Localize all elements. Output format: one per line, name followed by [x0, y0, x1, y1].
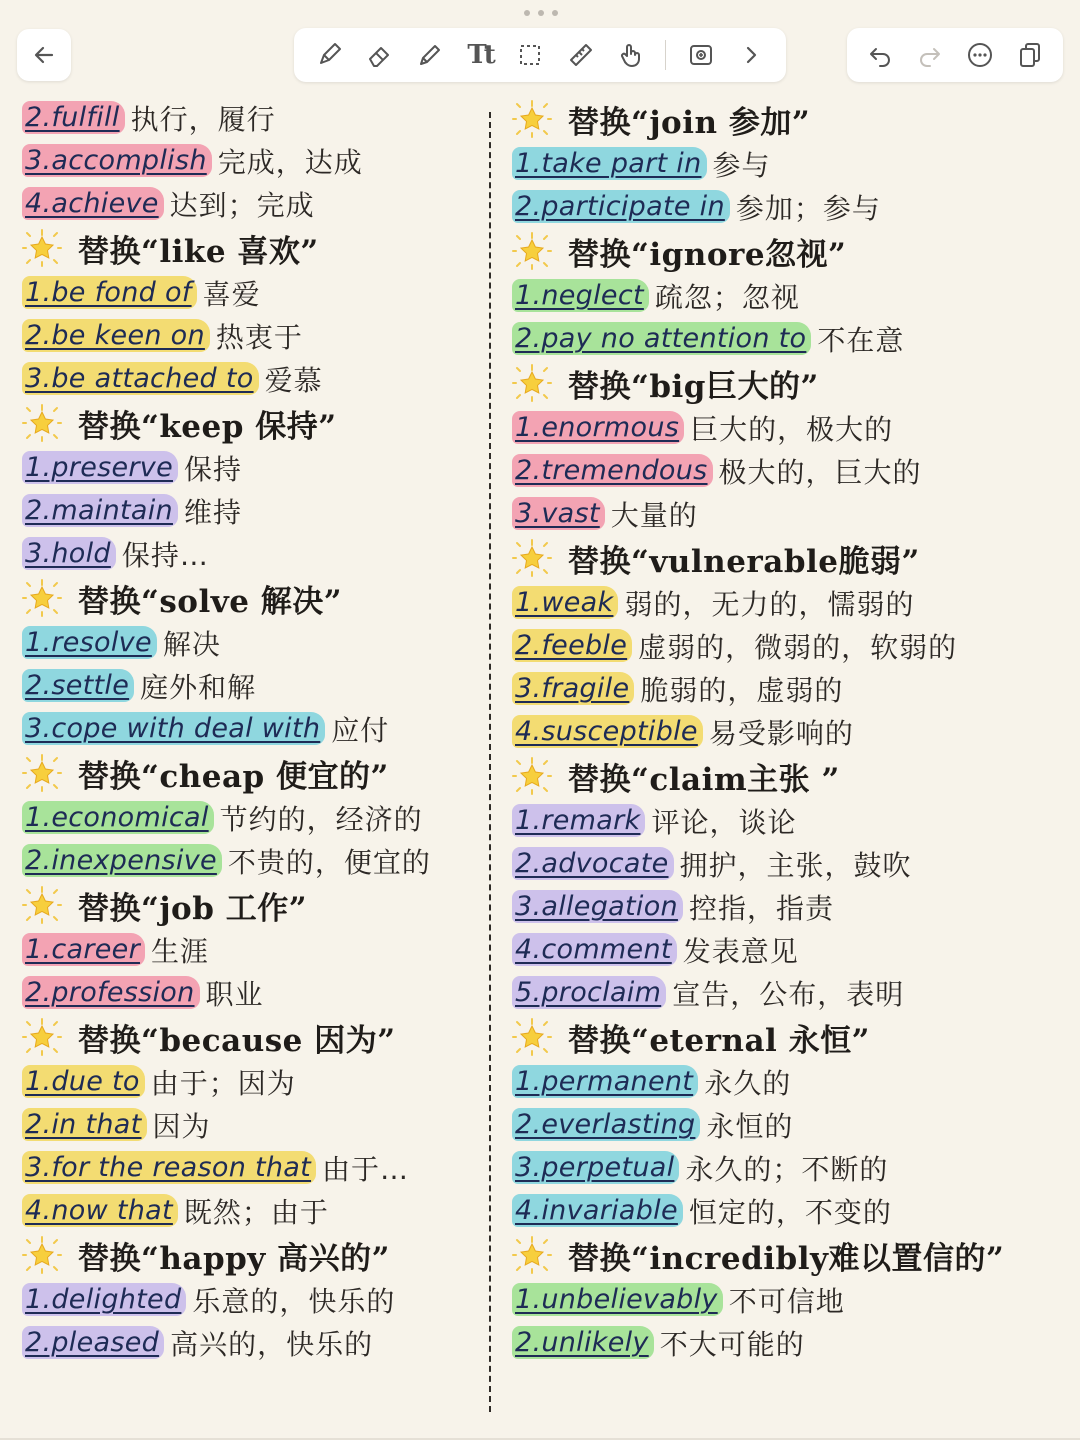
notes-right-column: [512, 96, 1072, 1364]
vocab-entry: [22, 271, 486, 314]
vocab-entry: [22, 1321, 486, 1364]
vocab-entry: [22, 839, 486, 882]
section-heading-text: 替换“keep 保持”: [78, 408, 337, 445]
vocab-term: 2.pay no attention to: [512, 322, 811, 355]
vocab-term: 1.economical: [22, 801, 214, 834]
sparkle-star-icon: [512, 1017, 552, 1057]
undo-icon[interactable]: [864, 39, 896, 71]
sparkle-star-icon: [22, 885, 62, 925]
vocab-term: 2.advocate: [512, 847, 674, 880]
vocab-meaning: 由于；因为: [150, 1066, 296, 1100]
vocab-term: 2.be keen on: [22, 319, 210, 352]
vocab-entry: [512, 581, 1072, 624]
vocab-meaning: 宣告，公布，表明: [672, 977, 905, 1011]
vocab-meaning: 保持: [183, 452, 242, 486]
selection-icon[interactable]: [514, 39, 546, 71]
vocab-term: 1.enormous: [512, 411, 684, 444]
vocab-meaning: 发表意见: [682, 934, 799, 968]
vocab-meaning: 因为: [152, 1109, 211, 1143]
sparkle-star-icon: [512, 99, 552, 139]
vocab-entry: [512, 624, 1072, 667]
vocab-entry: [512, 449, 1072, 492]
vocab-meaning: 乐意的，快乐的: [192, 1284, 396, 1318]
vocab-entry: [512, 1278, 1072, 1321]
lasso-pen-icon[interactable]: [313, 39, 345, 71]
vocab-meaning: 巨大的，极大的: [690, 412, 894, 446]
section-heading-text: 替换“join 参加”: [568, 104, 811, 141]
sparkle-star-icon: [512, 231, 552, 271]
vocab-term: 3.allegation: [512, 890, 683, 923]
section-heading-text: 替换“incredibly难以置信的”: [568, 1240, 1005, 1277]
vocab-term: 2.tremendous: [512, 454, 713, 487]
vocab-entry: [22, 96, 486, 139]
vocab-term: 1.take part in: [512, 147, 707, 180]
vocab-meaning: 喜爱: [202, 277, 261, 311]
vocab-term: 2.in that: [22, 1108, 147, 1141]
vocab-term: 2.inexpensive: [22, 844, 222, 877]
section-heading-text: 替换“solve 解决”: [78, 583, 343, 620]
vocab-term: 4.invariable: [512, 1194, 683, 1227]
sparkle-star-icon: [22, 578, 62, 618]
vocab-term: 1.unbelievably: [512, 1283, 723, 1316]
vocab-term: 2.participate in: [512, 190, 730, 223]
section-heading: [22, 1014, 486, 1060]
vocab-term: 2.fulfill: [22, 101, 125, 134]
vocab-entry: [22, 446, 486, 489]
vocab-meaning: 维持: [183, 495, 242, 529]
vocab-term: 1.weak: [512, 586, 618, 619]
sparkle-star-icon: [22, 403, 62, 443]
chevron-right-icon[interactable]: [735, 39, 767, 71]
vocab-entry: [512, 885, 1072, 928]
vocab-entry: [22, 664, 486, 707]
vocab-meaning: 解决: [162, 627, 221, 661]
vocab-meaning: 参加；参与: [735, 191, 881, 225]
vocab-term: 1.permanent: [512, 1065, 698, 1098]
ruler-icon[interactable]: [565, 39, 597, 71]
vocab-meaning: 弱的，无力的，懦弱的: [624, 587, 915, 621]
vocab-meaning: 拥护，主张，鼓吹: [679, 848, 912, 882]
vocab-meaning: 职业: [205, 977, 264, 1011]
section-heading: [512, 753, 1072, 799]
vocab-term: 1.resolve: [22, 626, 157, 659]
vocab-entry: [512, 667, 1072, 710]
vocab-term: 3.fragile: [512, 672, 634, 705]
back-arrow-icon: [28, 39, 60, 71]
touch-hand-icon[interactable]: [615, 39, 647, 71]
section-heading: [22, 882, 486, 928]
vocab-entry: [22, 314, 486, 357]
vocab-entry: [512, 1146, 1072, 1189]
vocab-meaning: 热衷于: [215, 320, 303, 354]
vocab-meaning: 脆弱的，虚弱的: [640, 673, 844, 707]
vocab-meaning: 虚弱的，微弱的，软弱的: [638, 630, 958, 664]
vocab-entry: [22, 1060, 486, 1103]
vocab-term: 1.preserve: [22, 451, 178, 484]
vocab-meaning: 评论，谈论: [651, 805, 797, 839]
vocab-term: 1.neglect: [512, 279, 649, 312]
vocab-entry: [512, 842, 1072, 885]
vocab-term: 3.accomplish: [22, 144, 212, 177]
vocab-entry: [22, 1103, 486, 1146]
vocab-term: 2.pleased: [22, 1326, 164, 1359]
vocab-entry: [512, 406, 1072, 449]
vocab-entry: [512, 185, 1072, 228]
vocab-meaning: 达到；完成: [169, 188, 315, 222]
sparkle-star-icon: [22, 753, 62, 793]
vocab-entry: [22, 971, 486, 1014]
pages-icon[interactable]: [1014, 39, 1046, 71]
vocab-meaning: 不在意: [817, 323, 905, 357]
vocab-entry: [512, 799, 1072, 842]
section-heading-text: 替换“claim主张 ”: [568, 761, 840, 798]
vocab-meaning: 永久的: [704, 1066, 792, 1100]
sparkle-star-icon: [512, 756, 552, 796]
vocab-entry: [22, 1278, 486, 1321]
vocab-entry: [22, 621, 486, 664]
column-divider: [489, 112, 491, 1412]
vocab-meaning: 既然；由于: [183, 1195, 329, 1229]
vocab-entry: [512, 928, 1072, 971]
vocab-entry: [22, 489, 486, 532]
section-heading: [512, 96, 1072, 142]
section-heading: [22, 1232, 486, 1278]
section-heading: [22, 750, 486, 796]
vocab-term: 2.everlasting: [512, 1108, 700, 1141]
section-heading: [512, 360, 1072, 406]
vocab-term: 3.for the reason that: [22, 1151, 316, 1184]
drag-handle[interactable]: [524, 10, 558, 18]
vocab-term: 1.career: [22, 933, 145, 966]
toolbar-separator: [665, 40, 666, 70]
back-button[interactable]: [17, 29, 71, 81]
vocab-meaning: 高兴的，快乐的: [170, 1327, 374, 1361]
eraser-icon[interactable]: [363, 39, 395, 71]
top-toolbar: [0, 0, 1080, 100]
notes-left-column: [22, 96, 486, 1364]
vocab-entry: [22, 182, 486, 225]
vocab-entry: [512, 1321, 1072, 1364]
add-image-icon[interactable]: [685, 39, 717, 71]
vocab-term: 3.be attached to: [22, 362, 259, 395]
vocab-entry: [512, 317, 1072, 360]
vocab-meaning: 节约的，经济的: [219, 802, 423, 836]
vocab-entry: [512, 274, 1072, 317]
section-heading-text: 替换“cheap 便宜的”: [78, 758, 389, 795]
vocab-entry: [22, 707, 486, 750]
section-heading: [512, 1232, 1072, 1278]
vocab-entry: [22, 1146, 486, 1189]
vocab-meaning: 参与: [712, 148, 771, 182]
vocab-meaning: 恒定的，不变的: [688, 1195, 892, 1229]
vocab-term: 2.settle: [22, 669, 134, 702]
vocab-meaning: 爱慕: [264, 363, 323, 397]
vocab-term: 4.achieve: [22, 187, 164, 220]
text-tool-icon[interactable]: Tt: [467, 40, 493, 70]
vocab-meaning: 应付: [331, 713, 390, 747]
vocab-meaning: 大量的: [610, 498, 698, 532]
vocab-meaning: 由于…: [322, 1152, 410, 1186]
vocab-entry: [22, 532, 486, 575]
vocab-meaning: 极大的，巨大的: [718, 455, 922, 489]
vocab-term: 5.proclaim: [512, 976, 666, 1009]
vocab-meaning: 不贵的，便宜的: [227, 845, 431, 879]
vocab-term: 4.comment: [512, 933, 677, 966]
vocab-entry: [512, 1189, 1072, 1232]
vocab-entry: [512, 710, 1072, 753]
vocab-term: 1.delighted: [22, 1283, 186, 1316]
vocab-meaning: 永恒的: [706, 1109, 794, 1143]
drawing-tools-bar: [294, 28, 786, 82]
redo-icon[interactable]: [914, 39, 946, 71]
vocab-meaning: 易受影响的: [708, 716, 854, 750]
vocab-meaning: 不大可能的: [659, 1327, 805, 1361]
vocab-meaning: 生涯: [150, 934, 209, 968]
vocab-term: 3.cope with deal with: [22, 712, 325, 745]
vocab-meaning: 庭外和解: [140, 670, 257, 704]
vocab-term: 1.remark: [512, 804, 645, 837]
sparkle-star-icon: [512, 363, 552, 403]
vocab-meaning: 完成，达成: [217, 145, 363, 179]
vocab-entry: [22, 796, 486, 839]
vocab-meaning: 执行，履行: [130, 102, 276, 136]
sparkle-star-icon: [22, 1017, 62, 1057]
vocab-term: 3.perpetual: [512, 1151, 679, 1184]
vocab-entry: [22, 357, 486, 400]
more-icon[interactable]: [964, 39, 996, 71]
vocab-meaning: 永久的；不断的: [685, 1152, 889, 1186]
vocab-entry: [512, 142, 1072, 185]
vocab-term: 2.profession: [22, 976, 200, 1009]
sparkle-star-icon: [22, 228, 62, 268]
vocab-term: 2.maintain: [22, 494, 178, 527]
section-heading-text: 替换“happy 高兴的”: [78, 1240, 390, 1277]
document-actions-bar: [847, 28, 1063, 82]
vocab-entry: [512, 1103, 1072, 1146]
vocab-meaning: 不可信地: [728, 1284, 845, 1318]
section-heading: [22, 400, 486, 446]
section-heading: [512, 535, 1072, 581]
vocab-term: 1.be fond of: [22, 276, 197, 309]
sparkle-star-icon: [512, 1235, 552, 1275]
vocab-term: 2.feeble: [512, 629, 632, 662]
section-heading: [22, 575, 486, 621]
section-heading: [512, 228, 1072, 274]
vocab-term: 4.susceptible: [512, 715, 703, 748]
section-heading-text: 替换“because 因为”: [78, 1022, 396, 1059]
vocab-term: 3.hold: [22, 537, 116, 570]
section-heading-text: 替换“eternal 永恒”: [568, 1022, 870, 1059]
vocab-term: 3.vast: [512, 497, 605, 530]
vocab-meaning: 保持…: [121, 538, 209, 572]
section-heading: [22, 225, 486, 271]
section-heading-text: 替换“big巨大的”: [568, 368, 819, 405]
vocab-meaning: 控指，指责: [688, 891, 834, 925]
vocab-term: 4.now that: [22, 1194, 178, 1227]
vocab-entry: [512, 1060, 1072, 1103]
sparkle-star-icon: [512, 538, 552, 578]
vocab-entry: [22, 139, 486, 182]
section-heading-text: 替换“job 工作”: [78, 890, 308, 927]
vocab-term: 1.due to: [22, 1065, 145, 1098]
section-heading: [512, 1014, 1072, 1060]
vocab-term: 2.unlikely: [512, 1326, 654, 1359]
vocab-entry: [22, 1189, 486, 1232]
vocab-entry: [512, 492, 1072, 535]
section-heading-text: 替换“vulnerable脆弱”: [568, 543, 920, 580]
highlighter-icon[interactable]: [414, 39, 446, 71]
section-heading-text: 替换“ignore忽视”: [568, 236, 847, 273]
vocab-entry: [512, 971, 1072, 1014]
sparkle-star-icon: [22, 1235, 62, 1275]
vocab-entry: [22, 928, 486, 971]
vocab-meaning: 疏忽；忽视: [654, 280, 800, 314]
section-heading-text: 替换“like 喜欢”: [78, 233, 319, 270]
